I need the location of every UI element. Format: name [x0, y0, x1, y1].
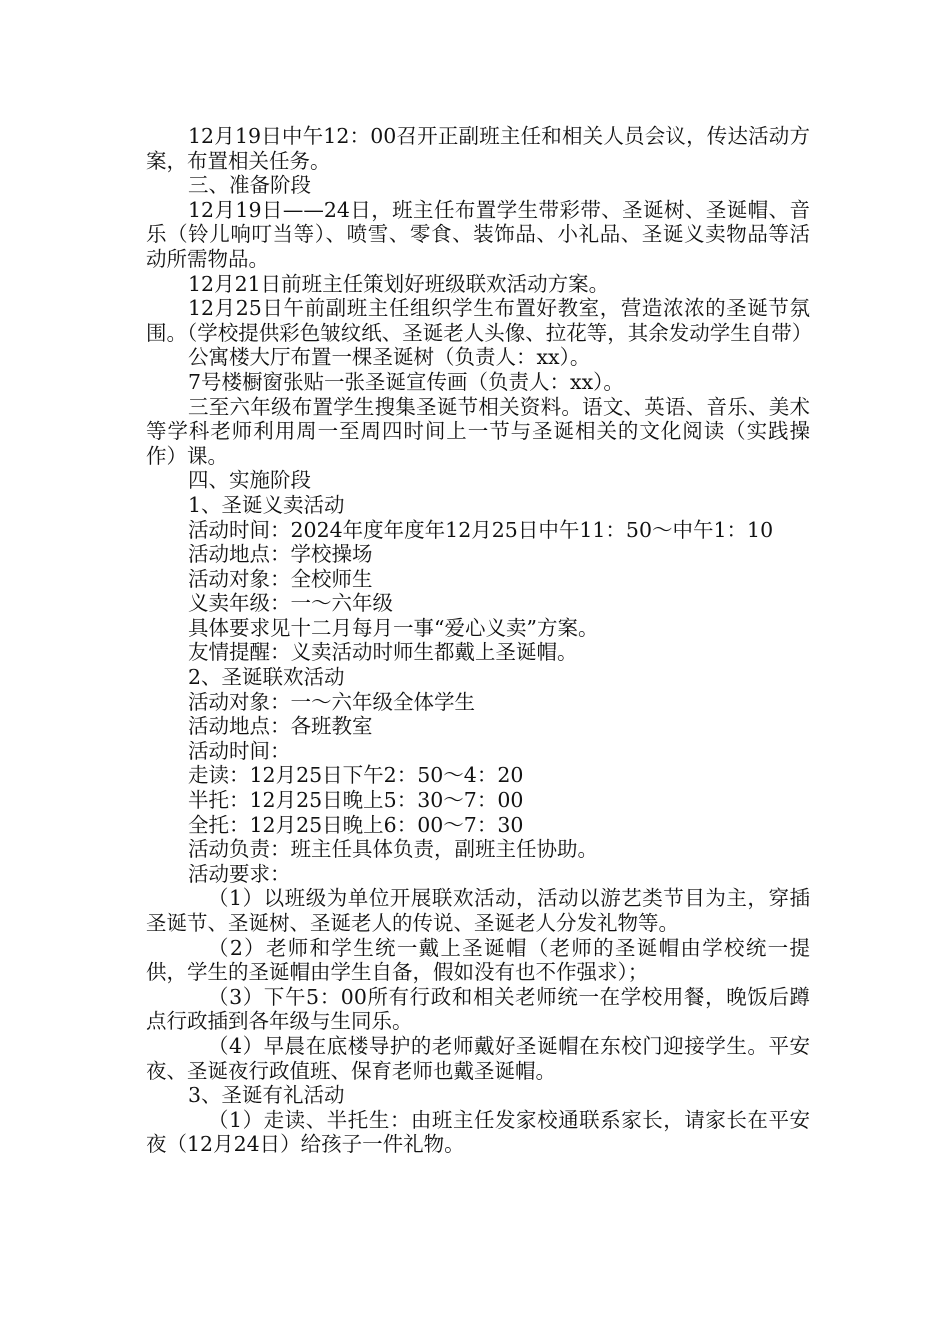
paragraph-party-time-half: 半托：12月25日晚上5：30～7：00: [188, 788, 524, 813]
paragraph-party-audience: 活动对象：一～六年级全体学生: [188, 689, 475, 714]
subheading-gift: 3、圣诞有礼活动: [188, 1083, 345, 1108]
paragraph-materials: 12月19日——24日，班主任布置学生带彩带、圣诞树、圣诞帽、音乐（铃儿响叮当等）、喷雪、零食、装饰品、小礼品、圣诞义卖物品等活动所需物品。: [146, 197, 810, 271]
paragraph-party-time-full: 全托：12月25日晚上6：00～7：30: [188, 812, 524, 837]
paragraph-christmas-tree: 公寓楼大厅布置一棵圣诞树（负责人：xx）。: [188, 345, 591, 370]
subheading-party: 2、圣诞联欢活动: [188, 665, 345, 690]
heading-implementation-stage: 四、实施阶段: [188, 468, 311, 493]
paragraph-requirement-1: （1）以班级为单位开展联欢活动，活动以游艺类节目为主，穿插圣诞节、圣诞树、圣诞老人的传说、圣诞老人分发礼物等。: [146, 886, 810, 935]
paragraph-party-owner: 活动负责：班主任具体负责，副班主任协助。: [188, 837, 598, 862]
document-page: [146, 124, 813, 1157]
paragraph-plan-deadline: 12月21日前班主任策划好班级联欢活动方案。: [188, 271, 610, 296]
paragraph-culture-lesson: 三至六年级布置学生搜集圣诞节相关资料。语文、英语、音乐、美术等学科老师利用周一至周四时间上一节与圣诞相关的文化阅读（实践操作）课。: [146, 394, 810, 468]
paragraph-party-time-label: 活动时间：: [188, 738, 291, 763]
paragraph-party-requirements-label: 活动要求：: [188, 861, 291, 886]
paragraph-classroom-decoration: 12月25日午前副班主任组织学生布置好教室，营造浓浓的圣诞节氛围。（学校提供彩色皱纹纸、圣诞老人头像、拉花等，其余发动学生自带）: [146, 296, 813, 345]
paragraph-meeting: 12月19日中午12：00召开正副班主任和相关人员会议，传达活动方案，布置相关任务。: [146, 124, 810, 173]
paragraph-sale-requirements: 具体要求见十二月每月一事“爱心义卖”方案。: [188, 615, 599, 640]
paragraph-poster: 7号楼橱窗张贴一张圣诞宣传画（负责人：xx）。: [188, 369, 624, 394]
paragraph-party-time-day: 走读：12月25日下午2：50～4：20: [188, 763, 524, 788]
paragraph-requirement-3: （3）下午5：00所有行政和相关老师统一在学校用餐，晚饭后蹲点行政插到各年级与生同乐。: [146, 984, 810, 1034]
paragraph-sale-audience: 活动对象：全校师生: [188, 566, 373, 591]
paragraph-party-location: 活动地点：各班教室: [188, 714, 373, 739]
paragraph-requirement-4: （4）早晨在底楼导护的老师戴好圣诞帽在东校门迎接学生。平安夜、圣诞夜行政值班、保育老师也戴圣诞帽。: [146, 1033, 810, 1083]
paragraph-gift-1: （1）走读、半托生：由班主任发家校通联系家长，请家长在平安夜（12月24日）给孩子一件礼物。: [146, 1107, 810, 1157]
paragraph-requirement-2: （2）老师和学生统一戴上圣诞帽（老师的圣诞帽由学校统一提供，学生的圣诞帽由学生自备，假如没有也不作强求）；: [146, 935, 810, 985]
paragraph-sale-location: 活动地点：学校操场: [188, 542, 373, 567]
paragraph-sale-grades: 义卖年级：一～六年级: [188, 591, 393, 616]
subheading-charity-sale: 1、圣诞义卖活动: [188, 492, 345, 517]
paragraph-sale-reminder: 友情提醒：义卖活动时师生都戴上圣诞帽。: [188, 640, 578, 665]
paragraph-sale-time: 活动时间：2024年度年度年12月25日中午11：50～中午1：10: [188, 517, 774, 542]
heading-preparation-stage: 三、准备阶段: [188, 173, 311, 198]
